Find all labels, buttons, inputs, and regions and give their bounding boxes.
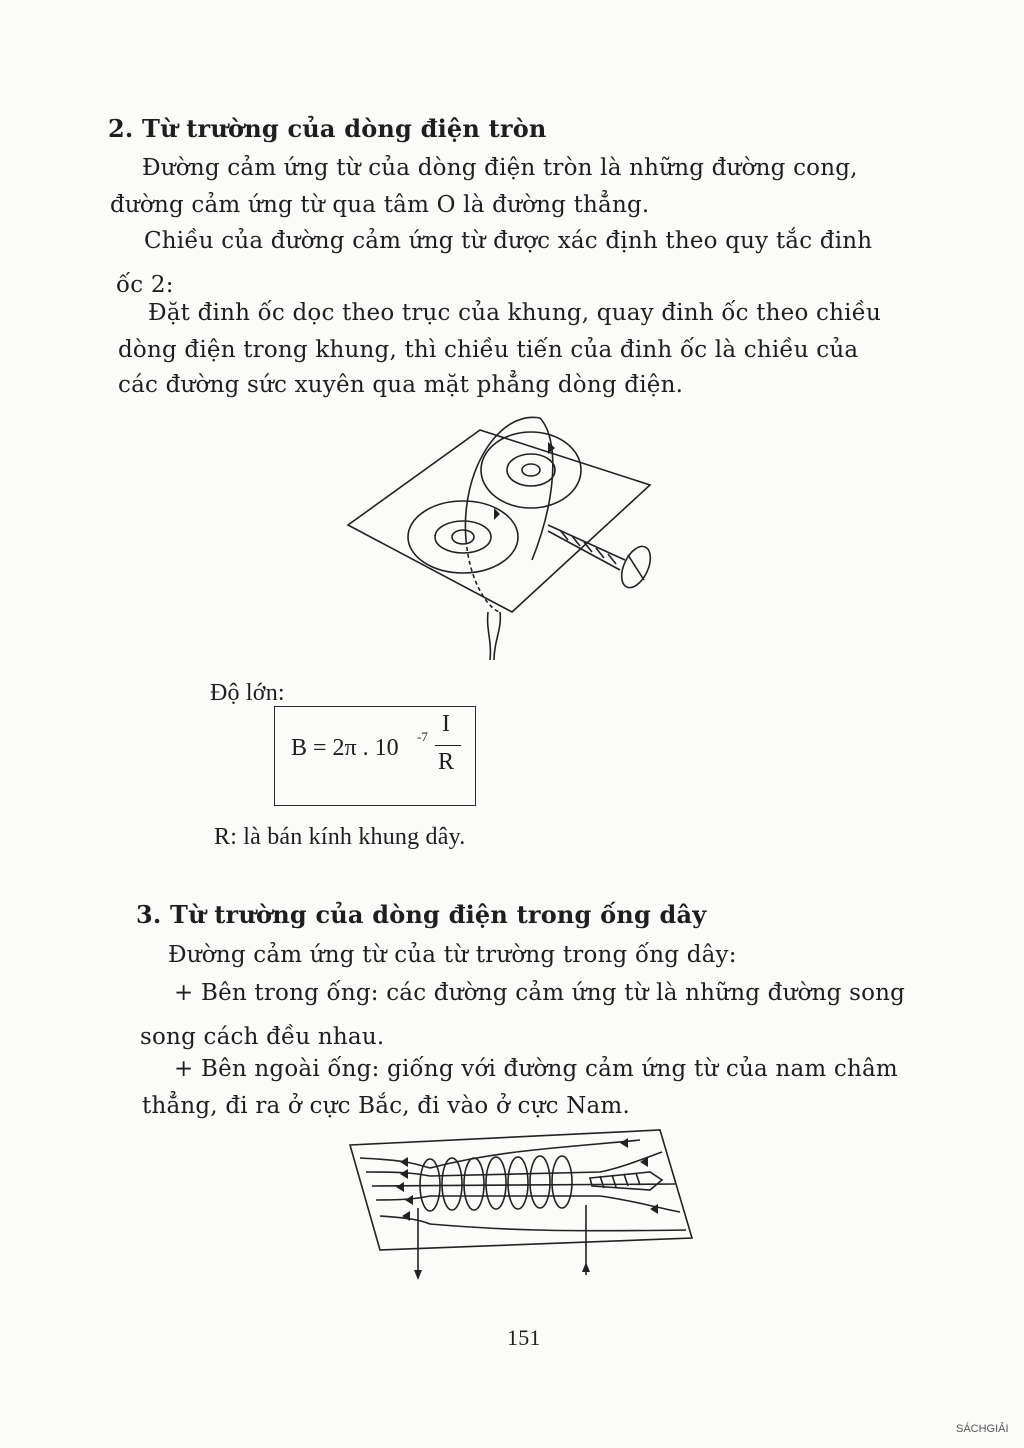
watermark-logo xyxy=(956,1423,1009,1435)
paragraph-line: đường cảm ứng từ qua tâm O là đường thẳng. xyxy=(110,192,650,218)
paragraph-line: dòng điện trong khung, thì chiều tiến của đinh ốc là chiều của xyxy=(118,337,859,363)
paragraph-line: thẳng, đi ra ở cực Bắc, đi vào ở cực Nam. xyxy=(142,1093,630,1119)
paragraph-line: + Bên trong ống: các đường cảm ứng từ là những đường song xyxy=(174,980,906,1006)
paragraph-line: ốc 2: xyxy=(116,272,174,298)
page-number: 151 xyxy=(507,1325,541,1350)
magnitude-label: Độ lớn: xyxy=(210,680,285,706)
paragraph-line: Đặt đinh ốc dọc theo trục của khung, quay đinh ốc theo chiều xyxy=(148,300,882,326)
paragraph-line: Đường cảm ứng từ của dòng điện tròn là những đường cong, xyxy=(142,155,858,181)
paragraph-line: các đường sức xuyên qua mặt phẳng dòng điện. xyxy=(118,372,684,398)
watermark-text: SÁCHGIẢI xyxy=(956,1423,1009,1435)
paragraph-line: Đường cảm ứng từ của từ trường trong ống dây: xyxy=(168,942,737,968)
paragraph-line: + Bên ngoài ống: giống với đường cảm ứng từ của nam châm xyxy=(174,1056,898,1082)
formula-numerator: I xyxy=(442,711,450,737)
section-2-heading: 2. Từ trường của dòng điện tròn xyxy=(108,114,547,143)
formula-lhs: B = 2π . 10 xyxy=(291,735,399,761)
paragraph-line: Chiều của đường cảm ứng từ được xác định theo quy tắc đinh xyxy=(144,228,873,254)
paragraph-line: song cách đều nhau. xyxy=(140,1024,385,1050)
formula-exponent: -7 xyxy=(417,729,428,744)
section-3-heading: 3. Từ trường của dòng điện trong ống dây xyxy=(136,900,707,929)
radius-note: R: là bán kính khung dây. xyxy=(214,824,466,850)
formula-denominator: R xyxy=(438,749,455,775)
